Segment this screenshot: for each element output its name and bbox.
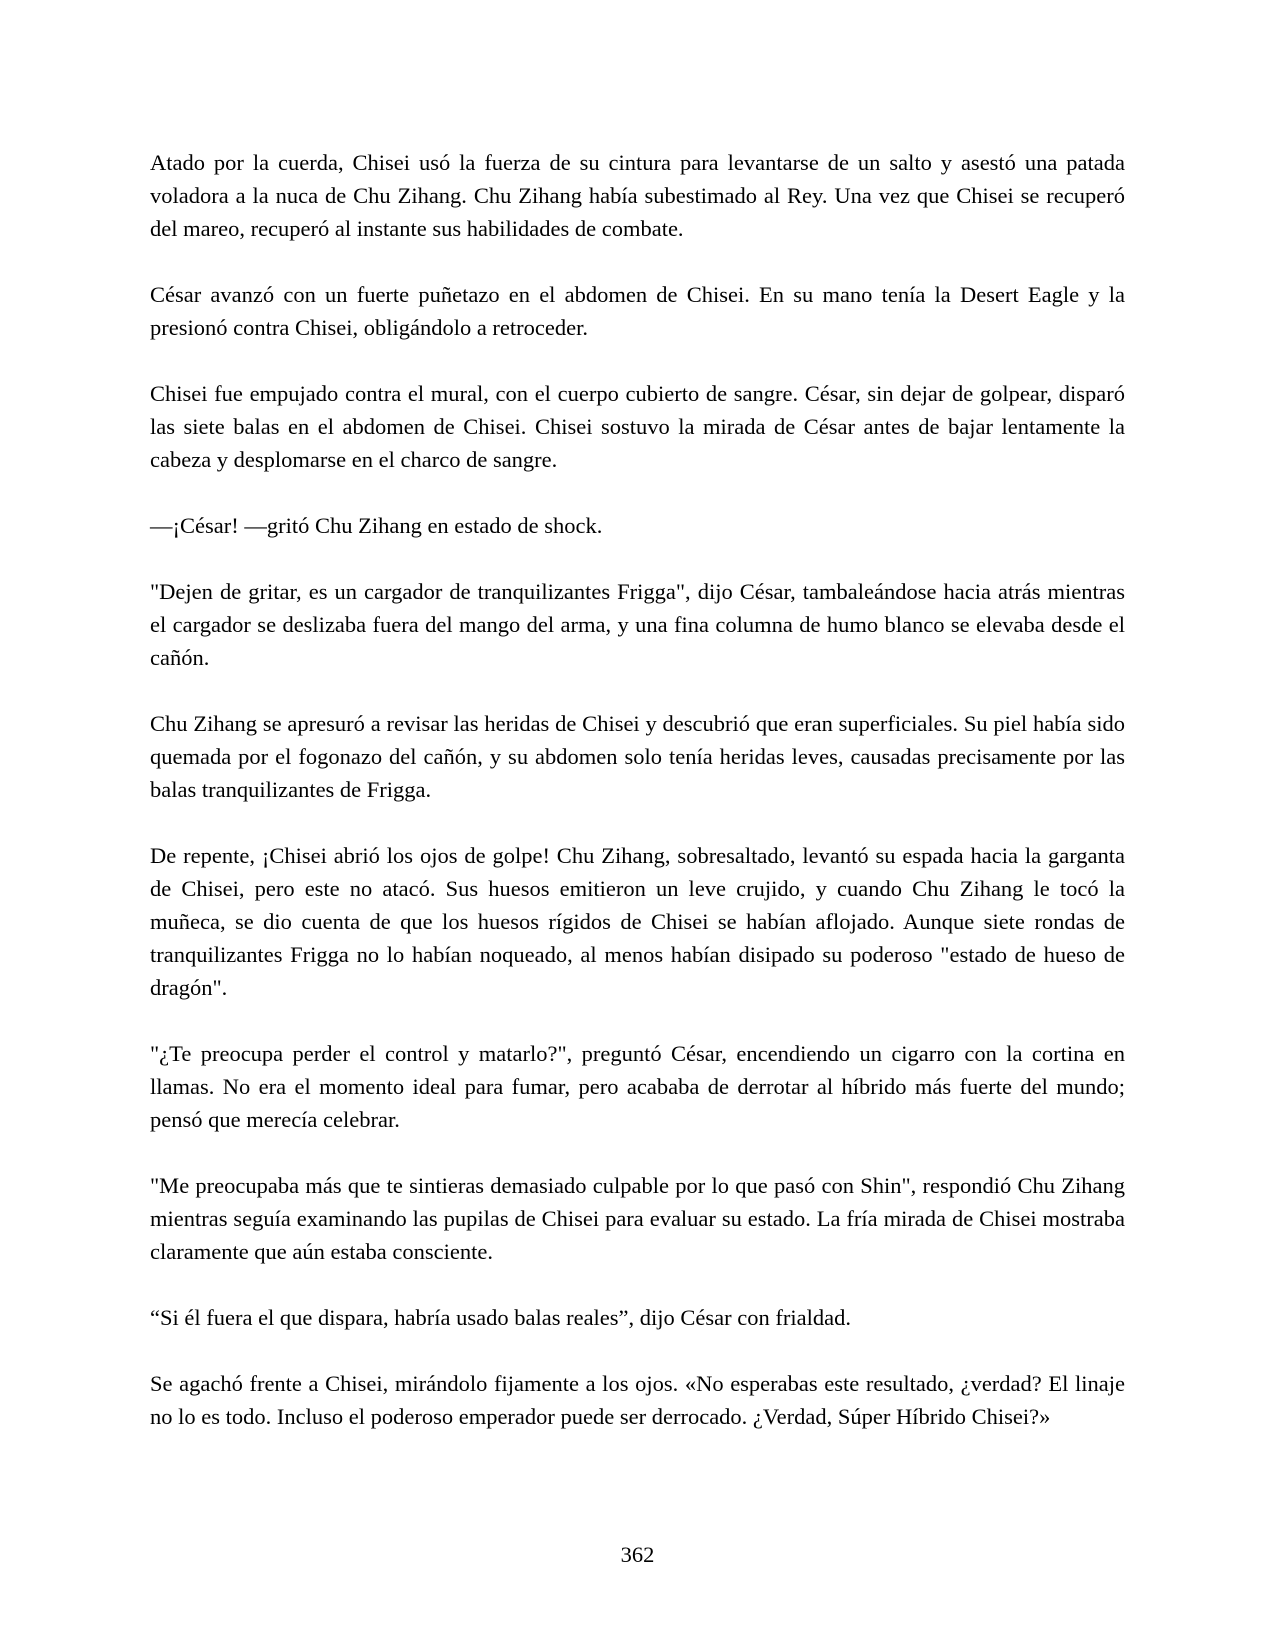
paragraph: Chisei fue empujado contra el mural, con el cuerpo cubierto de sangre. César, sin dejar de golpear, disparó las siete balas en el abdomen de Chisei. Chisei sostuvo la mirada de César antes de bajar lentamente la cabeza y desplomarse en el charco de sangre.	[150, 381, 1125, 472]
page-number: 362	[620, 1542, 655, 1567]
paragraph: Atado por la cuerda, Chisei usó la fuerza de su cintura para levantarse de un salto y asestó una patada voladora a la nuca de Chu Zihang. Chu Zihang había subestimado al Rey. Una vez que Chisei se recuperó del mareo, recuperó al instante sus habilidades de combate.	[150, 150, 1125, 241]
paragraph: —¡César! —gritó Chu Zihang en estado de shock.	[150, 513, 603, 538]
paragraph: Chu Zihang se apresuró a revisar las heridas de Chisei y descubrió que eran superficiales. Su piel había sido quemada por el fogonazo del cañón, y su abdomen solo tenía heridas leves, causadas precisamente por las balas tranquilizantes de Frigga.	[150, 711, 1125, 802]
body-text	[150, 146, 1125, 1433]
paragraph: "Me preocupaba más que te sintieras demasiado culpable por lo que pasó con Shin", respondió Chu Zihang mientras seguía examinando las pupilas de Chisei para evaluar su estado. La fría mirada de Chisei mostraba claramente que aún estaba consciente.	[150, 1173, 1125, 1264]
paragraph: Se agachó frente a Chisei, mirándolo fijamente a los ojos. «No esperabas este resultado, ¿verdad? El linaje no lo es todo. Incluso el poderoso emperador puede ser derrocado. ¿Verdad, Súper Híbrido Chisei?»	[150, 1371, 1125, 1429]
paragraph: De repente, ¡Chisei abrió los ojos de golpe! Chu Zihang, sobresaltado, levantó su espada hacia la garganta de Chisei, pero este no atacó. Sus huesos emitieron un leve crujido, y cuando Chu Zihang le tocó la muñeca, se dio cuenta de que los huesos rígidos de Chisei se habían aflojado. Aunque siete rondas de tranquilizantes Frigga no lo habían noqueado, al menos habían disipado su poderoso "estado de hueso de dragón".	[150, 843, 1125, 1000]
paragraph: "Dejen de gritar, es un cargador de tranquilizantes Frigga", dijo César, tambaleándose hacia atrás mientras el cargador se deslizaba fuera del mango del arma, y una fina columna de humo blanco se elevaba desde el cañón.	[150, 579, 1125, 670]
paragraph: "¿Te preocupa perder el control y matarlo?", preguntó César, encendiendo un cigarro con la cortina en llamas. No era el momento ideal para fumar, pero acababa de derrotar al híbrido más fuerte del mundo; pensó que merecía celebrar.	[150, 1041, 1125, 1132]
paragraph: César avanzó con un fuerte puñetazo en el abdomen de Chisei. En su mano tenía la Desert Eagle y la presionó contra Chisei, obligándolo a retroceder.	[150, 282, 1125, 340]
paragraph: “Si él fuera el que dispara, habría usado balas reales”, dijo César con frialdad.	[150, 1305, 851, 1330]
